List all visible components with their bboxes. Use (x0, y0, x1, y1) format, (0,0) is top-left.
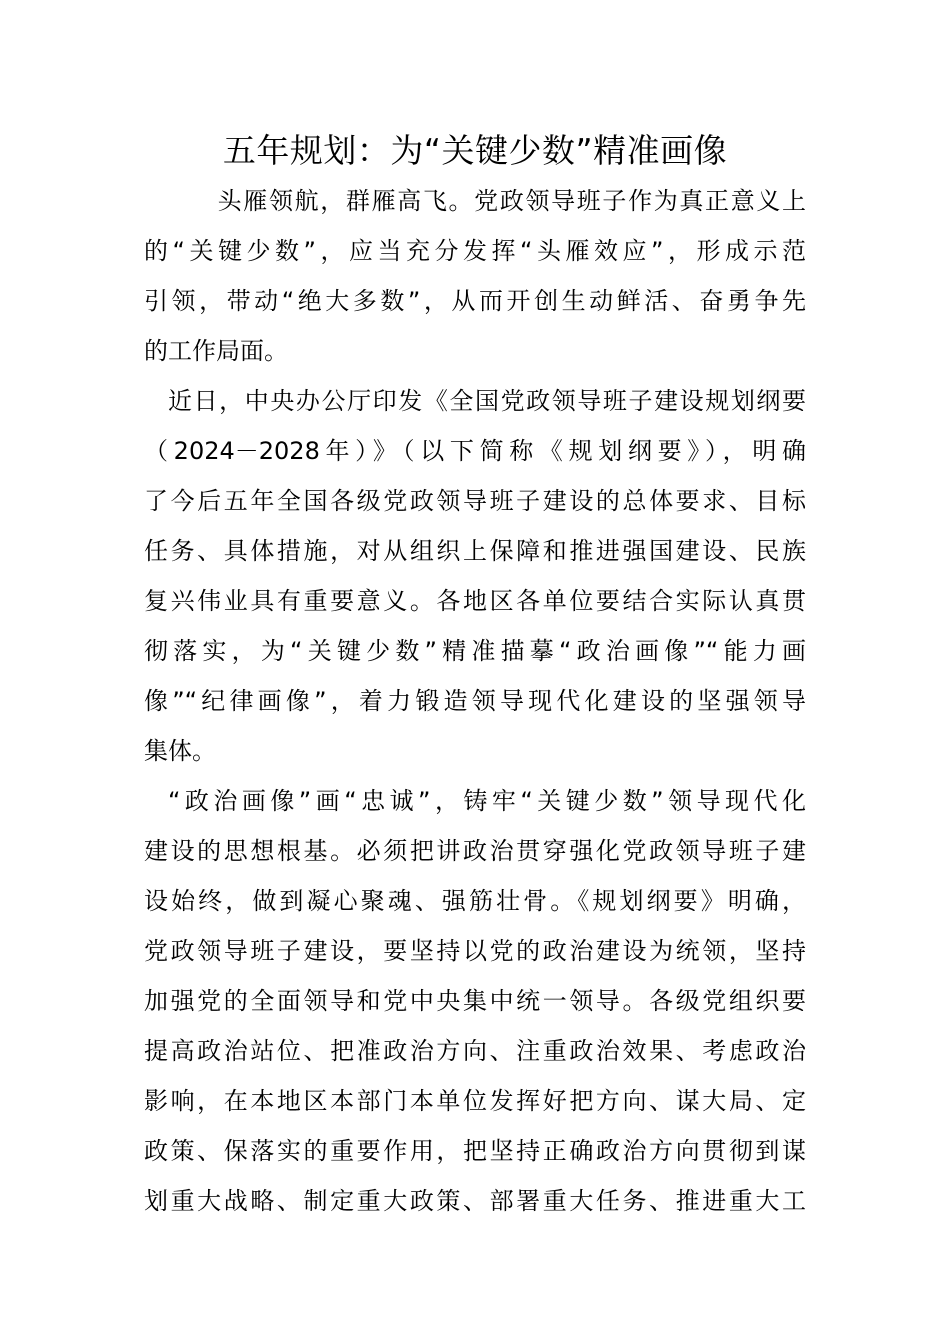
paragraph-2-line-4: 任务、具体措施，对从组织上保障和推进强国建设、民族 (144, 537, 806, 565)
paragraph-2-line-8: 集体。 (144, 737, 216, 765)
document-title: 五年规划：为“关键少数”精准画像 (222, 131, 728, 170)
paragraph-1-line-1: 头雁领航，群雁高飞。党政领导班子作为真正意义上 (192, 187, 806, 215)
paragraph-2-line-6: 彻落实，为“关键少数”精准描摹“政治画像”“能力画 (144, 637, 806, 665)
paragraph-3-line-5: 加强党的全面领导和党中央集中统一领导。各级党组织要 (144, 987, 806, 1015)
paragraph-1-line-2: 的“关键少数”，应当充分发挥“头雁效应”，形成示范 (144, 237, 806, 265)
paragraph-1-line-4: 的工作局面。 (144, 337, 288, 365)
paragraph-3-line-2: 建设的思想根基。必须把讲政治贯穿强化党政领导班子建 (144, 837, 806, 865)
paragraph-3-line-3: 设始终，做到凝心聚魂、强筋壮骨。《规划纲要》明确， (144, 887, 806, 915)
paragraph-1-line-3: 引领，带动“绝大多数”，从而开创生动鲜活、奋勇争先 (144, 287, 806, 315)
paragraph-2-line-1: 近日，中央办公厅印发《全国党政领导班子建设规划纲要 (168, 387, 806, 415)
paragraph-2-line-7: 像”“纪律画像”，着力锻造领导现代化建设的坚强领导 (144, 687, 806, 715)
paragraph-3-line-8: 政策、保落实的重要作用，把坚持正确政治方向贯彻到谋 (144, 1137, 806, 1165)
paragraph-3-line-4: 党政领导班子建设，要坚持以党的政治建设为统领，坚持 (144, 937, 806, 965)
paragraph-3-line-9: 划重大战略、制定重大政策、部署重大任务、推进重大工 (144, 1187, 806, 1215)
paragraph-3-line-1: “政治画像”画“忠诚”，铸牢“关键少数”领导现代化 (168, 787, 806, 815)
paragraph-2-line-2: （2024－2028年）》（以下简称《规划纲要》），明确 (144, 437, 806, 465)
paragraph-2-line-3: 了今后五年全国各级党政领导班子建设的总体要求、目标 (144, 487, 806, 515)
paragraph-2-line-5: 复兴伟业具有重要意义。各地区各单位要结合实际认真贯 (144, 587, 806, 615)
paragraph-3-line-6: 提高政治站位、把准政治方向、注重政治效果、考虑政治 (144, 1037, 806, 1065)
paragraph-3-line-7: 影响，在本地区本部门本单位发挥好把方向、谋大局、定 (144, 1087, 806, 1115)
